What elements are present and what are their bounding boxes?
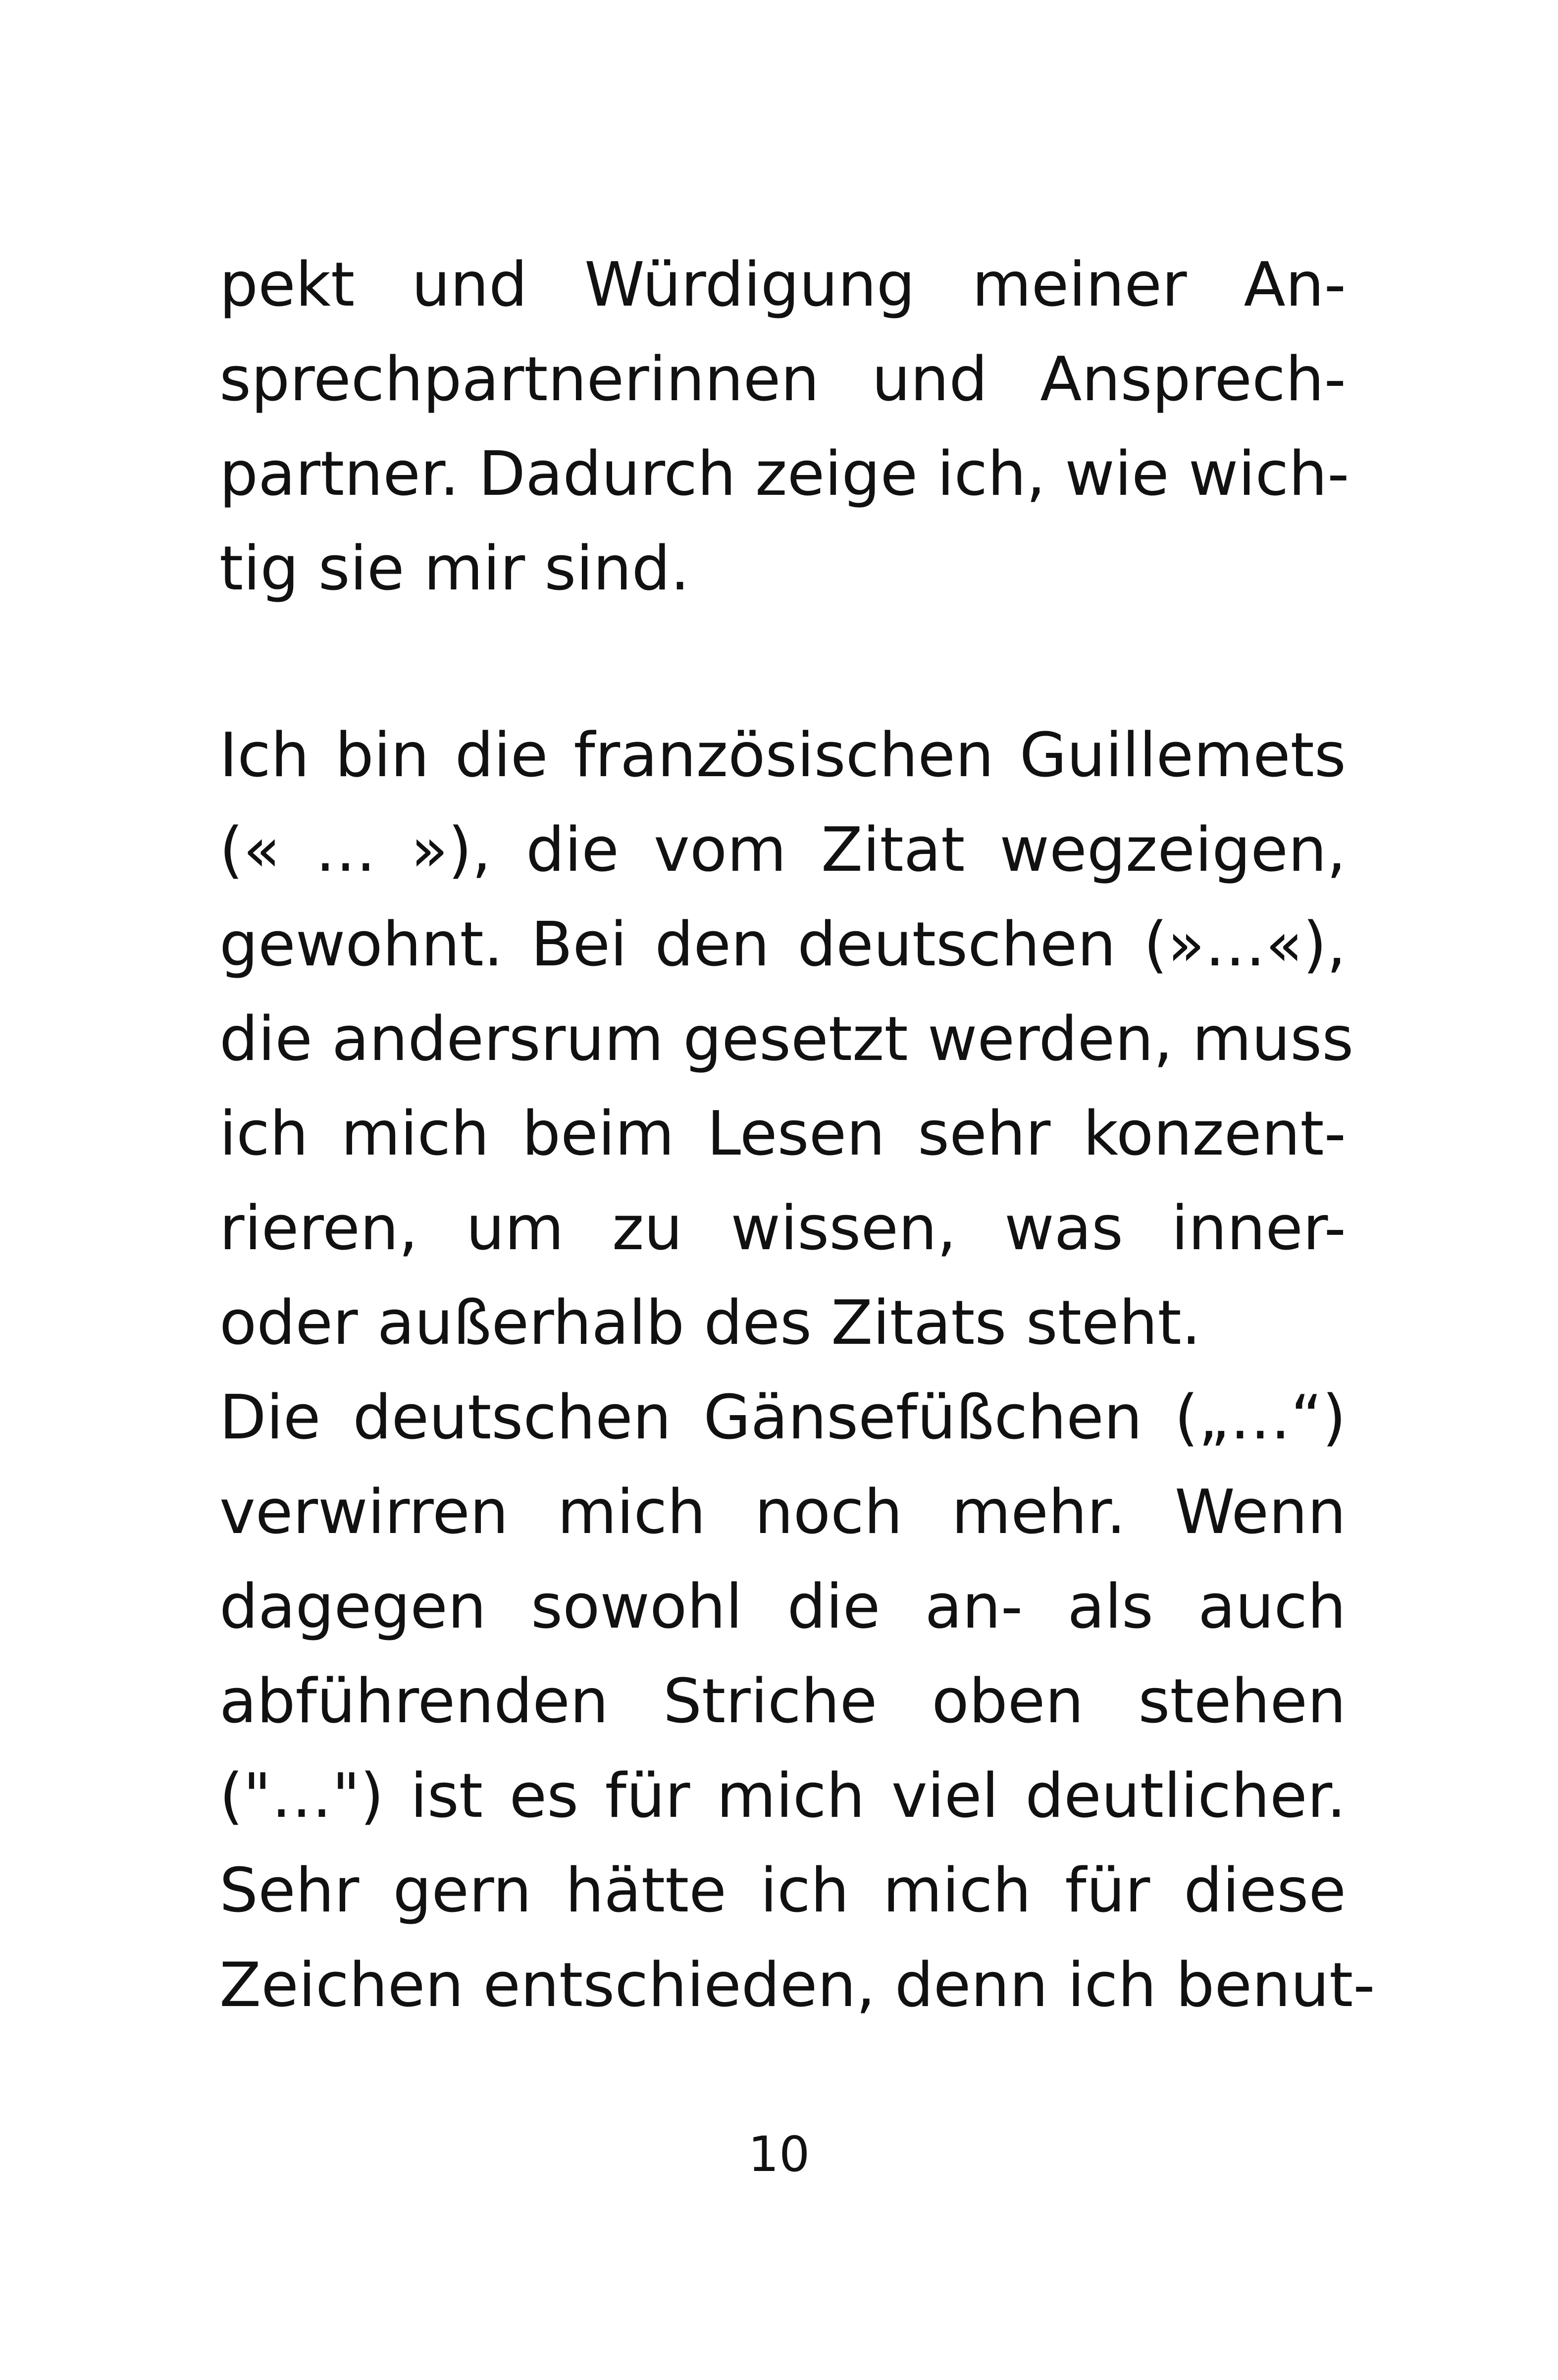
text-line: gewohnt. Bei den deutschen (»…«), bbox=[219, 909, 1346, 980]
text-line: Die deutschen Gänsefüßchen („…“) bbox=[219, 1382, 1346, 1453]
text-line: ich mich beim Lesen sehr konzent- bbox=[219, 1099, 1346, 1169]
text-line: tig sie mir sind. bbox=[219, 533, 690, 604]
text-line: partner. Dadurch zeige ich, wie wich- bbox=[219, 439, 1350, 510]
text-line: Zeichen entschieden, denn ich benut- bbox=[219, 1950, 1375, 2021]
text-line: rieren, um zu wissen, was inner- bbox=[219, 1193, 1346, 1264]
text-line: verwirren mich noch mehr. Wenn bbox=[219, 1477, 1346, 1548]
text-line: oder außerhalb des Zitats steht. bbox=[219, 1288, 1201, 1359]
text-line: (« … »), die vom Zitat wegzeigen, bbox=[219, 815, 1346, 886]
page-number: 10 bbox=[748, 2126, 810, 2183]
text-line: ("…") ist es für mich viel deutlicher. bbox=[219, 1761, 1346, 1832]
text-line: Sehr gern hätte ich mich für diese bbox=[219, 1855, 1346, 1926]
paragraph-2 bbox=[219, 708, 1375, 2033]
text-line: dagegen sowohl die an- als auch bbox=[219, 1572, 1346, 1642]
text-line: die andersrum gesetzt werden, muss bbox=[219, 1004, 1354, 1075]
text-line: pekt und Würdigung meiner An- bbox=[219, 250, 1346, 320]
paragraph-1 bbox=[219, 238, 1350, 616]
text-line: Ich bin die französischen Guillemets bbox=[219, 720, 1346, 791]
text-line: sprechpartnerinnen und Ansprech- bbox=[219, 344, 1346, 415]
text-line: abführenden Striche oben stehen bbox=[219, 1666, 1346, 1737]
